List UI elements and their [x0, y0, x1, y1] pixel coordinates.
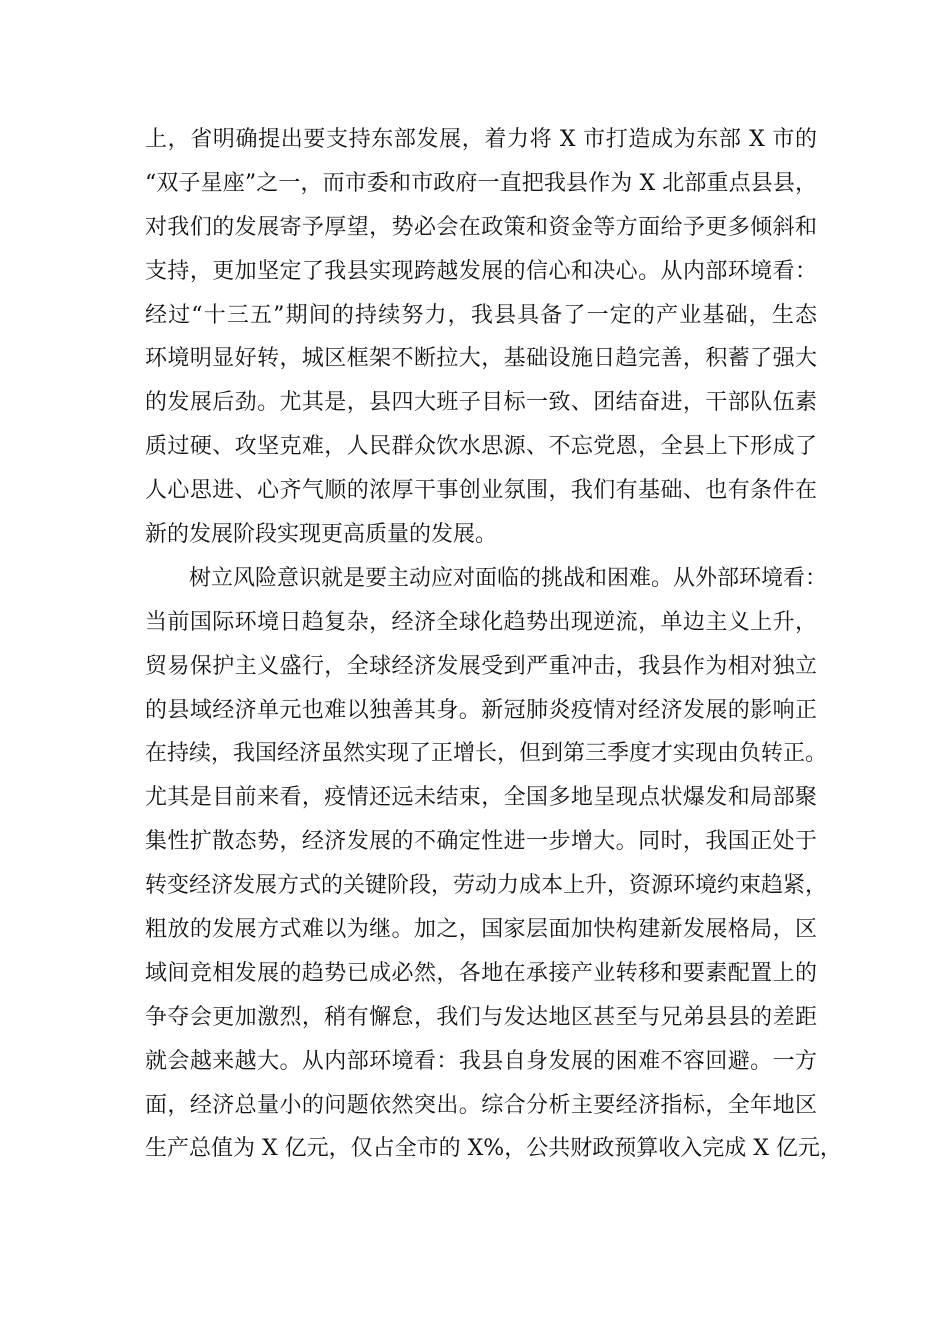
body-text [145, 118, 842, 1171]
text-line: 贸易保护主义盛行，全球经济发展受到严重冲击，我县作为相对独立 [145, 653, 817, 679]
text-line: 转变经济发展方式的关键阶段，劳动力成本上升，资源环境约束趋紧， [145, 873, 828, 899]
text-line: 在持续，我国经济虽然实现了正增长，但到第三季度才实现由负转正。 [145, 741, 828, 767]
text-line: 的县域经济单元也难以独善其身。新冠肺炎疫情对经济发展的影响正 [145, 697, 817, 723]
text-line: 质过硬、攻坚克难，人民群众饮水思源、不忘党恩，全县上下形成了 [145, 434, 817, 460]
text-line: 就会越来越大。从内部环境看：我县自身发展的困难不容回避。一方 [145, 1048, 817, 1074]
text-line: 粗放的发展方式难以为继。加之，国家层面加快构建新发展格局，区 [145, 917, 817, 943]
text-line: 域间竞相发展的趋势已成必然，各地在承接产业转移和要素配置上的 [145, 960, 817, 986]
text-line: 对我们的发展寄予厚望，势必会在政策和资金等方面给予更多倾斜和 [145, 214, 817, 240]
text-line: 环境明显好转，城区框架不断拉大，基础设施日趋完善，积蓄了强大 [145, 346, 817, 372]
text-line: 人心思进、心齐气顺的浓厚干事创业氛围，我们有基础、也有条件在 [145, 478, 817, 504]
text-line: 上，省明确提出要支持东部发展，着力将 X 市打造成为东部 X 市的 [145, 127, 817, 152]
text-line: 面，经济总量小的问题依然突出。综合分析主要经济指标，全年地区 [145, 1092, 817, 1118]
text-line: 争夺会更加激烈，稍有懈怠，我们与发达地区甚至与兄弟县县的差距 [145, 1004, 817, 1030]
text-line: 支持，更加坚定了我县实现跨越发展的信心和决心。从内部环境看： [145, 258, 817, 284]
text-line: 集性扩散态势，经济发展的不确定性进一步增大。同时，我国正处于 [145, 829, 817, 855]
text-line: 当前国际环境日趋复杂，经济全球化趋势出现逆流，单边主义上升， [145, 609, 817, 635]
text-line: 尤其是目前来看，疫情还远未结束，全国多地呈现点状爆发和局部聚 [145, 785, 817, 811]
text-line-paragraph-start: 树立风险意识就是要主动应对面临的挑战和困难。从外部环境看： [189, 565, 828, 591]
text-line: 经过“十三五”期间的持续努力，我县具备了一定的产业基础，生态 [145, 302, 817, 328]
text-line: 生产总值为 X 亿元，仅占全市的 X%，公共财政预算收入完成 X 亿元， [145, 1136, 842, 1162]
text-line: “双子星座”之一，而市委和市政府一直把我县作为 X 北部重点县县， [145, 170, 817, 196]
text-line-paragraph-end: 新的发展阶段实现更高质量的发展。 [145, 522, 498, 548]
text-line: 的发展后劲。尤其是，县四大班子目标一致、团结奋进，干部队伍素 [145, 390, 817, 416]
